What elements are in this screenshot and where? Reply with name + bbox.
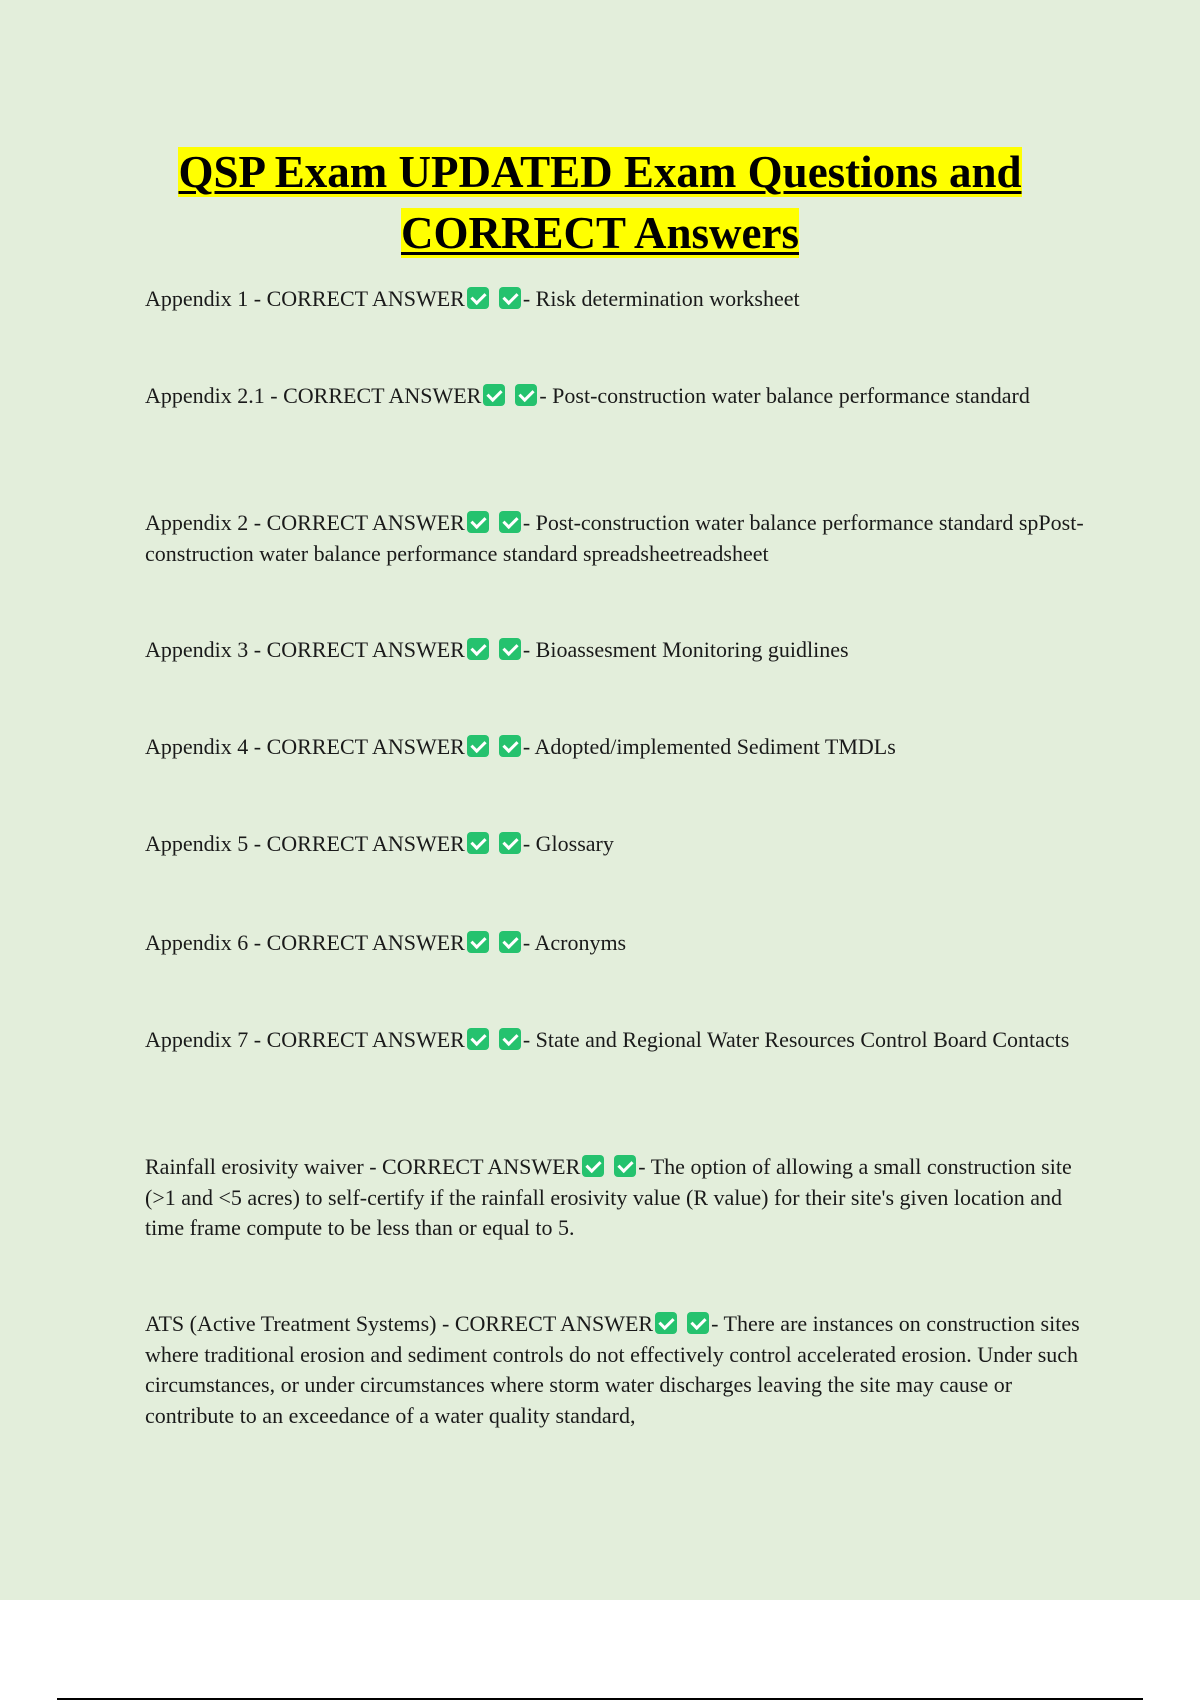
document-title: [100, 142, 1100, 264]
title-line-1: QSP Exam UPDATED Exam Questions and: [178, 147, 1022, 197]
qa-item: Appendix 1 - CORRECT ANSWER - Risk determination worksheet: [145, 286, 800, 311]
qa-term: Appendix 1: [145, 286, 249, 311]
checkmark-icon: [467, 287, 489, 309]
answer-marker: CORRECT ANSWER: [266, 510, 465, 535]
answer-marker: CORRECT ANSWER: [283, 383, 482, 408]
checkmark-icon: [499, 931, 521, 953]
checkmark-icon: [499, 287, 521, 309]
checkmark-icon: [499, 1028, 521, 1050]
checkmark-icon: [467, 638, 489, 660]
checkmark-icon: [467, 511, 489, 533]
qa-item: Appendix 5 - CORRECT ANSWER - Glossary: [145, 831, 614, 856]
checkmark-icon: [499, 735, 521, 757]
qa-term: Appendix 5: [145, 831, 249, 856]
answer-marker: CORRECT ANSWER: [266, 831, 465, 856]
qa-answer: Acronyms: [534, 930, 627, 955]
qa-answer: Risk determination worksheet: [535, 286, 800, 311]
checkmark-icon: [467, 832, 489, 854]
answer-marker: CORRECT ANSWER: [266, 930, 465, 955]
qa-answer: There are instances on construction sites where traditional erosion and sediment controls do not effectively control accelerated erosion. Under such circumstances, or under circumstances where storm water discharges leaving the site may cause or contribute to an exceedance of a water quality standard,: [145, 1311, 1080, 1428]
qa-item: ATS (Active Treatment Systems) - CORRECT ANSWER - There are instances on construction sites where traditional erosion and sediment controls do not effectively control accelerated erosion. Under such circumstances, or under circumstances where storm water discharges leaving the site may cause or contribute to an exceedance of a water quality standard,: [145, 1311, 1080, 1428]
qa-term: Rainfall erosivity waiver: [145, 1154, 364, 1179]
checkmark-icon: [515, 384, 537, 406]
checkmark-icon: [467, 735, 489, 757]
qa-item: Appendix 2.1 - CORRECT ANSWER - Post-construction water balance performance standard: [145, 383, 1030, 408]
qa-answer: Post-construction water balance performance standard: [552, 383, 1030, 408]
answer-marker: CORRECT ANSWER: [266, 637, 465, 662]
qa-item: Appendix 3 - CORRECT ANSWER - Bioassesment Monitoring guidlines: [145, 637, 849, 662]
qa-term: ATS (Active Treatment Systems): [145, 1311, 437, 1336]
qa-answer: Adopted/implemented Sediment TMDLs: [534, 734, 896, 759]
qa-term: Appendix 2.1: [145, 383, 265, 408]
qa-term: Appendix 3: [145, 637, 249, 662]
checkmark-icon: [499, 832, 521, 854]
checkmark-icon: [655, 1312, 677, 1334]
qa-item: Appendix 2 - CORRECT ANSWER - Post-construction water balance performance standard spPost-construction water balance performance standard spreadsheetreadsheet: [145, 510, 1084, 566]
qa-answer: The option of allowing a small construction site (>1 and <5 acres) to self-certify if the rainfall erosivity value (R value) for their site's given location and time frame compute to be less than or equal to 5.: [145, 1154, 1072, 1240]
qa-term: Appendix 7: [145, 1027, 249, 1052]
qa-term: Appendix 2: [145, 510, 249, 535]
title-line-2: CORRECT Answers: [401, 208, 799, 258]
answer-marker: CORRECT ANSWER: [382, 1154, 581, 1179]
answer-marker: CORRECT ANSWER: [454, 1311, 654, 1336]
checkmark-icon: [499, 638, 521, 660]
checkmark-icon: [499, 511, 521, 533]
checkmark-icon: [614, 1155, 636, 1177]
answer-marker: CORRECT ANSWER: [266, 734, 465, 759]
qa-answer: Bioassesment Monitoring guidlines: [535, 637, 849, 662]
checkmark-icon: [467, 1028, 489, 1050]
qa-answer: State and Regional Water Resources Control Board Contacts: [535, 1027, 1070, 1052]
checkmark-icon: [582, 1155, 604, 1177]
qa-item: Appendix 7 - CORRECT ANSWER - State and Regional Water Resources Control Board Contacts: [145, 1027, 1070, 1052]
qa-answer: Post-construction water balance performance standard spPost-construction water balance performance standard spreadsheetreadsheet: [145, 510, 1084, 566]
answer-marker: CORRECT ANSWER: [266, 1027, 465, 1052]
qa-item: Appendix 4 - CORRECT ANSWER - Adopted/implemented Sediment TMDLs: [145, 734, 896, 759]
qa-item: Rainfall erosivity waiver - CORRECT ANSWER - The option of allowing a small construction site (>1 and <5 acres) to self-certify if the rainfall erosivity value (R value) for their site's given location and time frame compute to be less than or equal to 5.: [145, 1154, 1072, 1240]
checkmark-icon: [483, 384, 505, 406]
qa-answer: Glossary: [535, 831, 614, 856]
qa-term: Appendix 6: [145, 930, 249, 955]
answer-marker: CORRECT ANSWER: [266, 286, 465, 311]
checkmark-icon: [687, 1312, 709, 1334]
checkmark-icon: [467, 931, 489, 953]
qa-term: Appendix 4: [145, 734, 249, 759]
qa-item: Appendix 6 - CORRECT ANSWER - Acronyms: [145, 930, 627, 955]
